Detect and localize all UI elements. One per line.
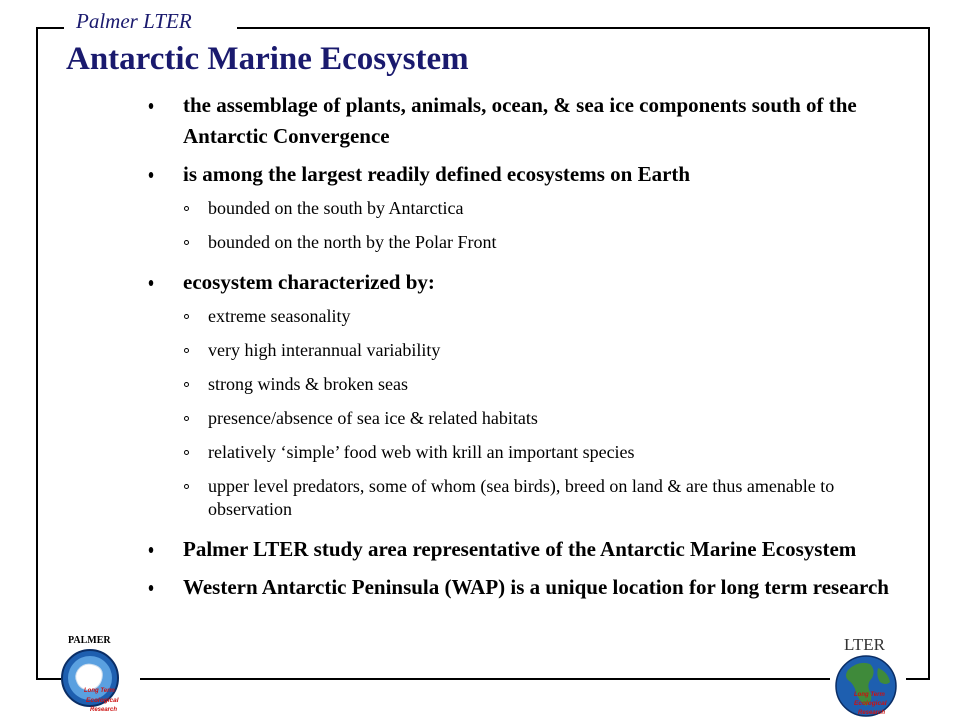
sub-bullet-text: relatively ‘simple’ food web with krill an important species: [208, 442, 635, 462]
sub-bullet-item: [148, 441, 908, 464]
sub-bullet-text: presence/absence of sea ice & related habitats: [208, 408, 538, 428]
frame-top-right-line: [237, 27, 930, 29]
bullet-dot-icon: [149, 172, 154, 178]
sub-bullet-text: extreme seasonality: [208, 306, 351, 326]
bullet-item: [148, 159, 908, 190]
bullet-dot-icon: [149, 547, 154, 553]
sub-bullet-item: [148, 475, 908, 521]
lter-logo-line3: Research: [858, 710, 886, 716]
frame-bottom-right-line: [906, 678, 930, 680]
sub-bullet-circle-icon: [184, 416, 189, 421]
frame-bottom-left-line: [36, 678, 61, 680]
sub-bullet-text: upper level predators, some of whom (sea birds), breed on land & are thus amenable to observation: [208, 476, 835, 519]
sub-bullet-text: bounded on the north by the Polar Front: [208, 232, 497, 252]
lter-logo-label: LTER: [844, 635, 885, 654]
sub-bullet-item: [148, 197, 908, 220]
frame-left-line: [36, 27, 38, 680]
bullet-item: [148, 572, 908, 603]
bullet-text: Palmer LTER study area representative of the Antarctic Marine Ecosystem: [183, 537, 857, 561]
slide-title: Antarctic Marine Ecosystem: [66, 41, 469, 77]
bullet-dot-icon: [149, 103, 154, 109]
sub-bullet-item: [148, 339, 908, 362]
sub-bullet-circle-icon: [184, 314, 189, 319]
sub-bullet-item: [148, 231, 908, 254]
palmer-logo-line2: Ecological: [86, 697, 119, 704]
lter-logo-line2: Ecological: [854, 700, 887, 707]
palmer-logo-line3: Research: [90, 707, 118, 713]
bullet-text: Western Antarctic Peninsula (WAP) is a unique location for long term research: [183, 575, 889, 599]
palmer-logo-label: PALMER: [68, 635, 111, 646]
frame-right-line: [928, 27, 930, 680]
bullet-item: [148, 534, 908, 565]
organization-label: Palmer LTER: [76, 9, 192, 33]
sub-bullet-text: very high interannual variability: [208, 340, 441, 360]
bullet-item: [148, 90, 908, 152]
sub-bullet-item: [148, 305, 908, 328]
bullet-list: [148, 90, 908, 610]
bullet-dot-icon: [149, 585, 154, 591]
sub-bullet-circle-icon: [184, 206, 189, 211]
sub-bullet-item: [148, 373, 908, 396]
bullet-text: ecosystem characterized by:: [183, 270, 435, 294]
palmer-badge-graphic: [60, 632, 150, 718]
sub-bullet-circle-icon: [184, 240, 189, 245]
palmer-logo-line1: Long Term: [84, 688, 115, 694]
sub-bullet-text: bounded on the south by Antarctica: [208, 198, 464, 218]
bullet-dot-icon: [149, 280, 154, 286]
sub-bullet-circle-icon: [184, 484, 189, 489]
lter-logo-line1: Long Term: [854, 692, 885, 698]
frame-bottom-middle-line: [140, 678, 830, 680]
sub-bullet-text: strong winds & broken seas: [208, 374, 408, 394]
bullet-item: [148, 267, 908, 298]
lter-logo: [826, 634, 908, 723]
frame-top-left-line: [36, 27, 64, 29]
lter-globe-graphic: [826, 634, 908, 718]
sub-bullet-circle-icon: [184, 450, 189, 455]
sub-bullet-circle-icon: [184, 382, 189, 387]
bullet-text: the assemblage of plants, animals, ocean, & sea ice components south of the Antarctic Convergence: [183, 93, 857, 148]
bullet-text: is among the largest readily defined ecosystems on Earth: [183, 162, 691, 186]
palmer-logo: [60, 632, 150, 723]
sub-bullet-circle-icon: [184, 348, 189, 353]
sub-bullet-item: [148, 407, 908, 430]
